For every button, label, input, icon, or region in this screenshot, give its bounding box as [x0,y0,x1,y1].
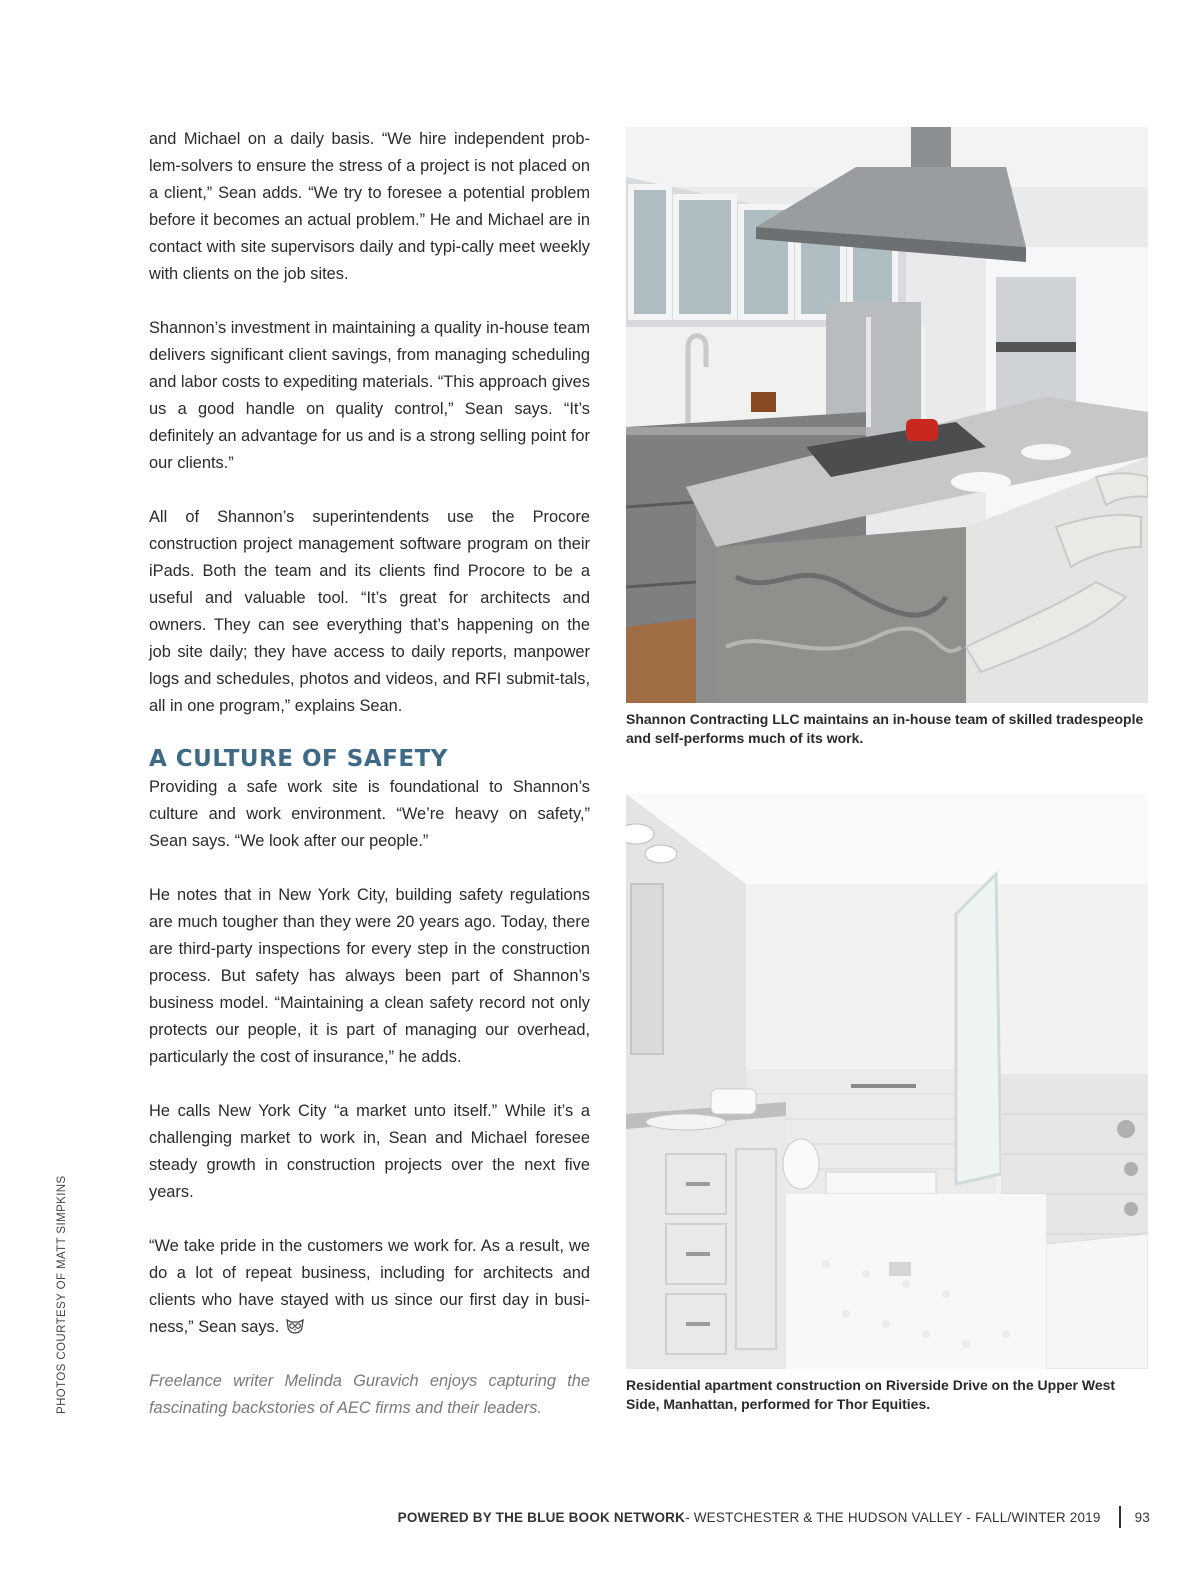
owl-icon [285,1318,305,1334]
section-heading: A CULTURE OF SAFETY [149,746,448,772]
article-paragraph-last [149,1233,590,1341]
footer-edition: - WESTCHESTER & THE HUDSON VALLEY - FALL/WINTER 2019 [685,1509,1101,1525]
article-paragraph: and Michael on a daily basis. “We hire independent prob-lem-solvers to ensure the stress of a project is not placed on a client,” Sean adds. “We try to foresee a potential problem before it becomes an actual problem.” He and Michael are in contact with site supervisors daily and typi-cally meet weekly with clients on the job sites. [149,130,590,283]
page-footer [398,1506,1150,1528]
article-body [149,126,590,1449]
article-paragraph: Shannon’s investment in maintaining a quality in-house team delivers significant client savings, from managing scheduling and labor costs to expediting materials. “This approach gives us a good handle on quality control,” Sean says. “It’s definitely an advantage for us and is a strong selling point for our clients.” [149,319,591,472]
bathroom-photo [626,794,1148,1369]
footer-divider [1119,1506,1121,1528]
article-paragraph: Providing a safe work site is foundational to Shannon’s culture and work environment. “We’re heavy on safety,” Sean says. “We look after our people.” [149,778,590,850]
photo-credit: PHOTOS COURTESY OF MATT SIMPKINS [56,1175,68,1414]
page-number: 93 [1134,1509,1150,1525]
footer-brand: POWERED BY THE BLUE BOOK NETWORK [397,1509,686,1525]
article-paragraph: All of Shannon’s superintendents use the Procore construction project management software program on their iPads. Both the team and its clients find Procore to be a useful and valuable tool. “It’s great for architects and owners. They can see everything that’s happening on the job site daily; they have access to daily reports, manpower logs and schedules, photos and videos, and RFI submit-tals, all in one program,” explains Sean. [149,508,590,715]
kitchen-caption: Shannon Contracting LLC maintains an in-house team of skilled tradespeople and self-performs much of its work. [626,711,1144,746]
article-paragraph-text: “We take pride in the customers we work for. As a result, we do a lot of repeat business, including for architects and clients who have stayed with us since our first day in busi-ness,” Sean says. [149,1237,590,1336]
article-paragraph: He calls New York City “a market unto itself.” While it’s a challenging market to work in, Sean and Michael foresee steady growth in construction projects over the next five years. [149,1102,590,1201]
article-paragraph: He notes that in New York City, building safety regulations are much tougher than they were 20 years ago. Today, there are third-party inspections for every step in the construction process. But safety has always been part of Shannon’s business model. “Maintaining a clean safety record not only protects our people, it is part of managing our overhead, particularly the cost of insurance,” he adds. [149,886,590,1066]
author-byline: Freelance writer Melinda Guravich enjoys capturing the fascinating backstories of AEC firms and their leaders. [149,1372,590,1417]
bathroom-caption: Residential apartment construction on Riverside Drive on the Upper West Side, Manhattan, performed for Thor Equities. [626,1377,1116,1412]
kitchen-photo [626,127,1148,703]
